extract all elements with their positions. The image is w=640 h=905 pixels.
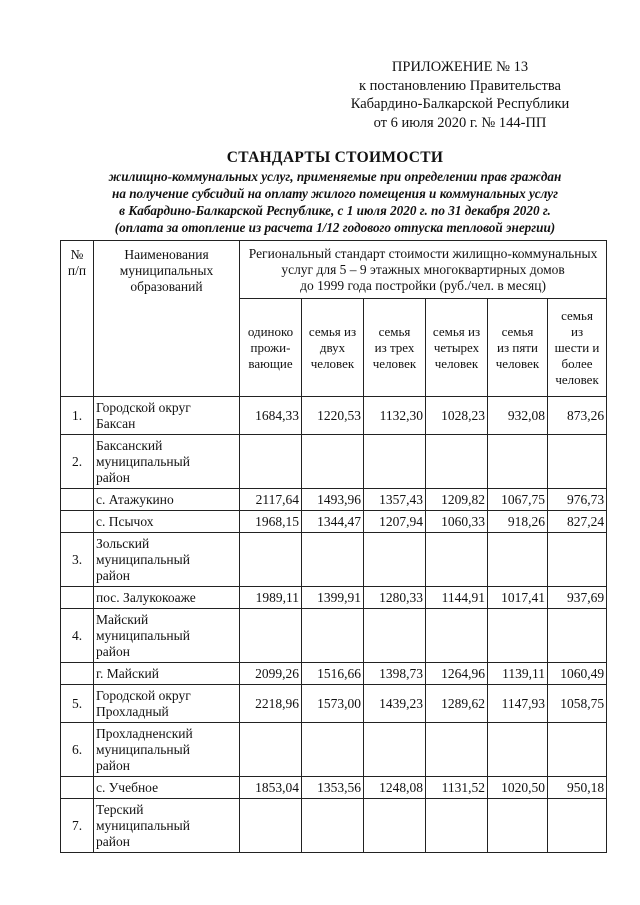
row-number: 5.: [61, 685, 94, 723]
row-value: 1058,75: [548, 685, 607, 723]
header-number: № п/п: [61, 241, 94, 397]
row-value: [302, 723, 364, 777]
row-number: [61, 511, 94, 533]
row-number: [61, 587, 94, 609]
title-line-2: на получение субсидий на оплату жилого помещения и коммунальных услуг: [112, 186, 558, 201]
row-number: 4.: [61, 609, 94, 663]
row-value: 2218,96: [240, 685, 302, 723]
row-municipality: Городской округ Баксан: [94, 397, 240, 435]
table-row: [61, 435, 607, 489]
row-value: [488, 533, 548, 587]
row-value: [302, 435, 364, 489]
row-value: 1132,30: [364, 397, 426, 435]
row-value: [364, 799, 426, 853]
row-municipality: с. Учебное: [94, 777, 240, 799]
row-value: [302, 609, 364, 663]
row-value: 1139,11: [488, 663, 548, 685]
subheader-family-size: семья из трех человек: [364, 299, 426, 397]
table-row: [61, 587, 607, 609]
appendix-resolution: к постановлению Правительства: [359, 77, 561, 94]
row-number: 6.: [61, 723, 94, 777]
row-value: 1344,47: [302, 511, 364, 533]
row-number: [61, 777, 94, 799]
row-value: [488, 435, 548, 489]
row-value: 1516,66: [302, 663, 364, 685]
table-row: [61, 799, 607, 853]
subheader-family-size: семья из пяти человек: [488, 299, 548, 397]
row-value: 937,69: [548, 587, 607, 609]
row-value: [364, 723, 426, 777]
row-value: 1248,08: [364, 777, 426, 799]
table-row: [61, 533, 607, 587]
row-value: 1060,33: [426, 511, 488, 533]
row-value: [488, 609, 548, 663]
header-municipality: Наименования муниципальных образований: [94, 241, 240, 397]
row-value: 1353,56: [302, 777, 364, 799]
row-value: 1017,41: [488, 587, 548, 609]
row-municipality: г. Майский: [94, 663, 240, 685]
row-value: 1207,94: [364, 511, 426, 533]
table-row: [61, 777, 607, 799]
appendix-label: ПРИЛОЖЕНИЕ № 13: [391, 59, 529, 75]
row-value: 1144,91: [426, 587, 488, 609]
row-municipality: с. Атажукино: [94, 489, 240, 511]
header-row: [61, 241, 607, 299]
table-row: [61, 397, 607, 435]
row-value: 1060,49: [548, 663, 607, 685]
row-value: 873,26: [548, 397, 607, 435]
row-number: [61, 489, 94, 511]
row-value: 1493,96: [302, 489, 364, 511]
title-line-1: жилищно-коммунальных услуг, применяемые при определении прав граждан: [108, 169, 562, 184]
row-value: [302, 799, 364, 853]
row-value: [426, 723, 488, 777]
row-value: [426, 799, 488, 853]
row-value: 1280,33: [364, 587, 426, 609]
row-value: 1020,50: [488, 777, 548, 799]
row-municipality: Майский муниципальный район: [94, 609, 240, 663]
row-value: 1989,11: [240, 587, 302, 609]
row-value: 1147,93: [488, 685, 548, 723]
row-value: 1357,43: [364, 489, 426, 511]
table-row: [61, 723, 607, 777]
row-value: 1264,96: [426, 663, 488, 685]
row-value: 2117,64: [240, 489, 302, 511]
row-value: 950,18: [548, 777, 607, 799]
row-value: 1220,53: [302, 397, 364, 435]
row-value: [548, 609, 607, 663]
row-municipality: Городской округ Прохладный: [94, 685, 240, 723]
row-number: 2.: [61, 435, 94, 489]
row-value: 1684,33: [240, 397, 302, 435]
row-number: [61, 663, 94, 685]
row-value: 1289,62: [426, 685, 488, 723]
row-number: 3.: [61, 533, 94, 587]
row-municipality: Прохладненский муниципальный район: [94, 723, 240, 777]
row-value: 1028,23: [426, 397, 488, 435]
title-line-3: в Кабардино-Балкарской Республике, с 1 июля 2020 г. по 31 декабря 2020 г.: [119, 203, 551, 218]
row-value: [426, 609, 488, 663]
row-value: [548, 723, 607, 777]
subheader-family-size: семья из четырех человек: [426, 299, 488, 397]
row-number: 7.: [61, 799, 94, 853]
row-value: [240, 435, 302, 489]
row-value: 1067,75: [488, 489, 548, 511]
row-municipality: Баксанский муниципальный район: [94, 435, 240, 489]
row-municipality: Терский муниципальный район: [94, 799, 240, 853]
row-value: 827,24: [548, 511, 607, 533]
row-value: [302, 533, 364, 587]
row-value: 1209,82: [426, 489, 488, 511]
row-value: 1398,73: [364, 663, 426, 685]
row-value: [426, 533, 488, 587]
table-row: [61, 663, 607, 685]
row-value: 1399,91: [302, 587, 364, 609]
appendix-header: [330, 58, 590, 132]
row-value: [548, 799, 607, 853]
appendix-date: от 6 июля 2020 г. № 144-ПП: [373, 114, 547, 131]
table-row: [61, 685, 607, 723]
row-value: 1853,04: [240, 777, 302, 799]
row-value: 1968,15: [240, 511, 302, 533]
row-value: [426, 435, 488, 489]
table-row: [61, 609, 607, 663]
row-value: 1573,00: [302, 685, 364, 723]
row-value: 932,08: [488, 397, 548, 435]
standards-table: [60, 240, 607, 853]
row-value: [364, 435, 426, 489]
document-title: [70, 148, 600, 236]
row-number: 1.: [61, 397, 94, 435]
row-value: [548, 435, 607, 489]
title-main: СТАНДАРТЫ СТОИМОСТИ: [226, 149, 444, 166]
subheader-family-size: семья из шести и более человек: [548, 299, 607, 397]
row-value: [240, 799, 302, 853]
row-value: [548, 533, 607, 587]
row-municipality: пос. Залукокоаже: [94, 587, 240, 609]
row-municipality: с. Псычох: [94, 511, 240, 533]
title-line-4: (оплата за отопление из расчета 1/12 годового отпуска тепловой энергии): [114, 220, 556, 235]
row-value: [240, 609, 302, 663]
row-value: [240, 533, 302, 587]
row-value: [240, 723, 302, 777]
row-value: 976,73: [548, 489, 607, 511]
subheader-family-size: одиноко прожи- вающие: [240, 299, 302, 397]
row-value: 1439,23: [364, 685, 426, 723]
row-municipality: Зольский муниципальный район: [94, 533, 240, 587]
row-value: 1131,52: [426, 777, 488, 799]
subheader-family-size: семья из двух человек: [302, 299, 364, 397]
table-row: [61, 511, 607, 533]
row-value: [364, 609, 426, 663]
row-value: [364, 533, 426, 587]
appendix-republic: Кабардино-Балкарской Республики: [350, 96, 570, 112]
row-value: [488, 723, 548, 777]
row-value: [488, 799, 548, 853]
row-value: 918,26: [488, 511, 548, 533]
header-regional-standard: Региональный стандарт стоимости жилищно-коммунальных услуг для 5 – 9 этажных многоквартирных домов до 1999 года постройки (руб./чел. в месяц): [240, 241, 607, 299]
table-row: [61, 489, 607, 511]
row-value: 2099,26: [240, 663, 302, 685]
